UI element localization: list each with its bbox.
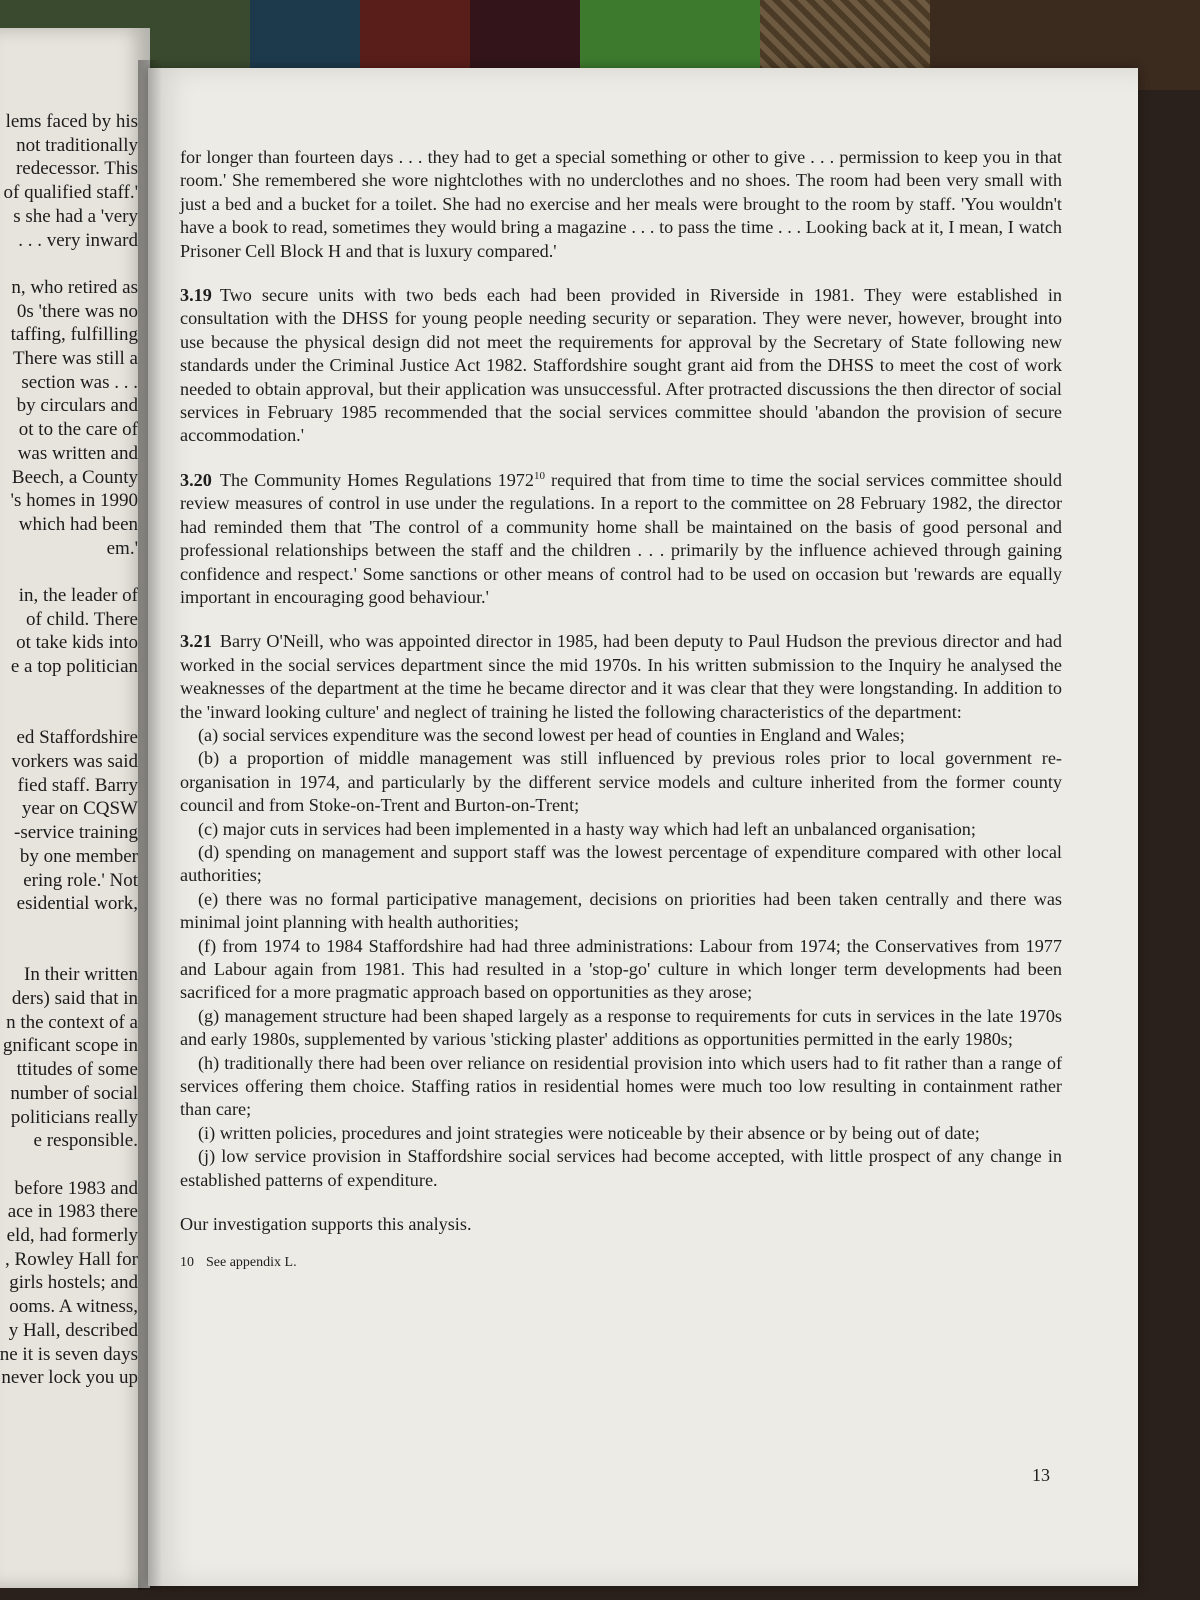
footnote-reference: 10 <box>533 469 545 482</box>
footnote-text: See appendix L. <box>206 1255 297 1271</box>
left-page-line: politicians really <box>10 1106 138 1128</box>
left-page-line: s she had a 'very <box>13 205 138 227</box>
left-page-line: 0s 'there was no <box>16 300 138 322</box>
page-body <box>180 146 1062 1272</box>
left-page-line: by circulars and <box>16 395 138 417</box>
list-item: (e) there was no formal participative management, decisions on priorities had been taken centrally and there was minimal joint planning with health authorities; <box>180 888 1062 933</box>
left-page-line: by one member <box>19 845 138 867</box>
left-page-line <box>0 703 138 727</box>
left-page-line: n, who retired as <box>11 276 138 298</box>
paragraph-3-20 <box>180 469 1062 609</box>
left-page-line: year on CQSW <box>21 798 138 820</box>
left-page-line: redecessor. This <box>15 158 138 180</box>
left-page-line: , Rowley Hall for <box>5 1248 138 1270</box>
book-gutter <box>138 60 162 1590</box>
list-item: (g) management structure had been shaped largely as a response to requirements for cuts in services in the late 1970s and early 1980s, supplemented by various 'sticking plaster' additions as opportunities permitted in the early 1980s; <box>180 1005 1062 1050</box>
left-page-line: ering role.' Not <box>23 869 138 891</box>
left-page-line: There was still a <box>12 348 138 370</box>
list-item: (h) traditionally there had been over reliance on residential provision into which users had to fit rather than a range of services offering them choice. Staffing ratios in residential homes were much too low resulting in containment rather than care; <box>180 1052 1062 1120</box>
footnote-number: 10 <box>180 1255 194 1271</box>
left-page-line: fied staff. Barry <box>17 774 138 796</box>
paragraph-text: Barry O'Neill, who was appointed director in 1985, had been deputy to Paul Hudson the previous director and had worked in the social services department since the mid 1970s. In his written submission to the Inquiry he analysed the weaknesses of the department at the time he became director and it was clear that they were longstanding. In addition to the 'inward looking culture' and neglect of training he listed the following characteristics of the department: <box>180 631 1062 722</box>
left-page <box>0 28 150 1588</box>
paragraph-text: required that from time to time the social services committee should review measures of control in use under the regulations. In a report to the committee on 28 February 1982, the director had reminded them that 'The control of a community home shall be maintained on the basis of good personal and professional relationships between the staff and the children . . . primarily by the influence achieved through gaining confidence and respect.' Some sanctions or other means of control had to be used on occasion but 'rewards are equally important in encouraging good behaviour.' <box>180 469 1062 607</box>
left-page-line <box>0 1153 138 1177</box>
left-page-line: ace in 1983 there <box>7 1201 138 1223</box>
left-page-line: y Hall, described <box>8 1319 138 1341</box>
left-page-line: em.' <box>106 537 138 559</box>
list-item: (c) major cuts in services had been implemented in a hasty way which had left an unbalanced organisation; <box>198 818 976 839</box>
left-page-line: e responsible. <box>33 1130 138 1152</box>
left-page-line: ot take kids into <box>16 632 138 654</box>
left-page-line: e a top politician <box>10 656 138 678</box>
left-page-line: esidential work, <box>16 893 138 915</box>
left-page-line: taffing, fulfilling <box>10 324 138 346</box>
left-page-line: ooms. A witness, <box>9 1296 138 1318</box>
footnote <box>180 1254 1062 1272</box>
left-page-line: gnificant scope in <box>2 1035 138 1057</box>
paragraph-number: 3.19 <box>180 285 212 306</box>
left-page-line: section was . . . <box>21 371 138 393</box>
left-page-line: lems faced by his <box>5 111 138 132</box>
intro-paragraph: for longer than fourteen days . . . they had to get a special something or other to give . . . permission to keep you in that room.' She remembered she wore nightclothes with no underclothes and no shoes. The room had been very small with just a bed and a bucket for a toilet. She had no exercise and her meals were brought to the room by staff. 'You wouldn't have a book to read, sometimes they would bring a magazine . . . to pass the time . . . Looking back at it, I mean, I watch Prisoner Cell Block H and that is luxury compared.' <box>180 147 1062 261</box>
left-page-line: vorkers was said <box>11 750 138 772</box>
paragraph-text: Two secure units with two beds each had been provided in Riverside in 1981. They were established in consultation with the DHSS for young people needing security or separation. They were never, however, brought into use because the physical design did not meet the requirements for approval by the Secretary of State following new standards under the Criminal Justice Act 1982. Staffordshire sought grant aid from the DHSS to meet the cost of work needed to obtain approval, but their application was unsuccessful. After protracted discussions the then director of social services in February 1985 recommended that the social services committee should 'abandon the provision of secure accommodation.' <box>180 285 1062 446</box>
left-page-line: was written and <box>17 442 138 464</box>
list-item: (a) social services expenditure was the second lowest per head of counties in England and Wales; <box>198 724 905 745</box>
closing-sentence: Our investigation supports this analysis. <box>180 1214 472 1235</box>
left-page-line: which had been <box>18 513 138 535</box>
left-page-line: ttitudes of some <box>16 1059 138 1081</box>
left-page-line: . . . very inward <box>18 229 138 251</box>
left-page-line: eld, had formerly <box>6 1225 138 1247</box>
left-page-line <box>0 560 138 584</box>
left-page-line: ne it is seven days <box>0 1343 138 1365</box>
list-item: (d) spending on management and support staff was the lowest percentage of expenditure compared with other local authorities; <box>180 841 1062 886</box>
left-page-line: of qualified staff.' <box>3 182 138 204</box>
right-page <box>148 68 1138 1586</box>
left-page-line: -service training <box>14 822 138 844</box>
left-page-line: never lock you up <box>1 1367 138 1389</box>
left-page-line: ed Staffordshire <box>16 727 138 749</box>
list-item: (j) low service provision in Staffordshire social services had become accepted, with little prospect of any change in established patterns of expenditure. <box>180 1146 1062 1190</box>
left-page-line: ders) said that in <box>11 988 138 1010</box>
left-page-line: before 1983 and <box>14 1177 138 1199</box>
paragraph-number: 3.21 <box>180 631 212 652</box>
characteristics-list <box>180 724 1062 1192</box>
left-page-line <box>0 940 138 964</box>
left-page-line <box>0 916 138 940</box>
list-item: (f) from 1974 to 1984 Staffordshire had had three administrations: Labour from 1974; the Conservatives from 1977 and Labour again from 1981. This had resulted in a 'stop-go' culture in which longer term developments had been sacrificed for a more pragmatic approach based on opportunities as they arose; <box>180 935 1062 1003</box>
paragraph-3-19 <box>180 284 1062 448</box>
left-page-line: 's homes in 1990 <box>10 490 138 512</box>
left-page-line: In their written <box>24 964 138 986</box>
left-page-line <box>0 252 138 276</box>
left-page-line: ot to the care of <box>18 419 138 441</box>
list-item: (b) a proportion of middle management was still influenced by previous roles prior to local government re-organisation in 1974, and particularly by the different service models and culture inherited from the former county council and from Stoke-on-Trent and Burton-on-Trent; <box>180 748 1062 816</box>
paragraph-text: The Community Homes Regulations 1972 <box>219 469 534 490</box>
left-page-line: girls hostels; and <box>9 1272 138 1294</box>
left-page-line: Beech, a County <box>11 466 138 488</box>
left-page-line: n the context of a <box>6 1011 138 1033</box>
left-page-text <box>0 110 138 1390</box>
left-page-line <box>0 679 138 703</box>
left-page-line: of child. There <box>25 608 138 630</box>
left-page-line: number of social <box>10 1082 138 1104</box>
list-item: (i) written policies, procedures and joint strategies were noticeable by their absence or by being out of date; <box>198 1122 980 1143</box>
page-number: 13 <box>1032 1465 1050 1485</box>
left-page-line: in, the leader of <box>18 585 138 607</box>
left-page-line: not traditionally <box>16 134 138 156</box>
paragraph-3-21 <box>180 630 1062 724</box>
paragraph-number: 3.20 <box>180 469 212 490</box>
